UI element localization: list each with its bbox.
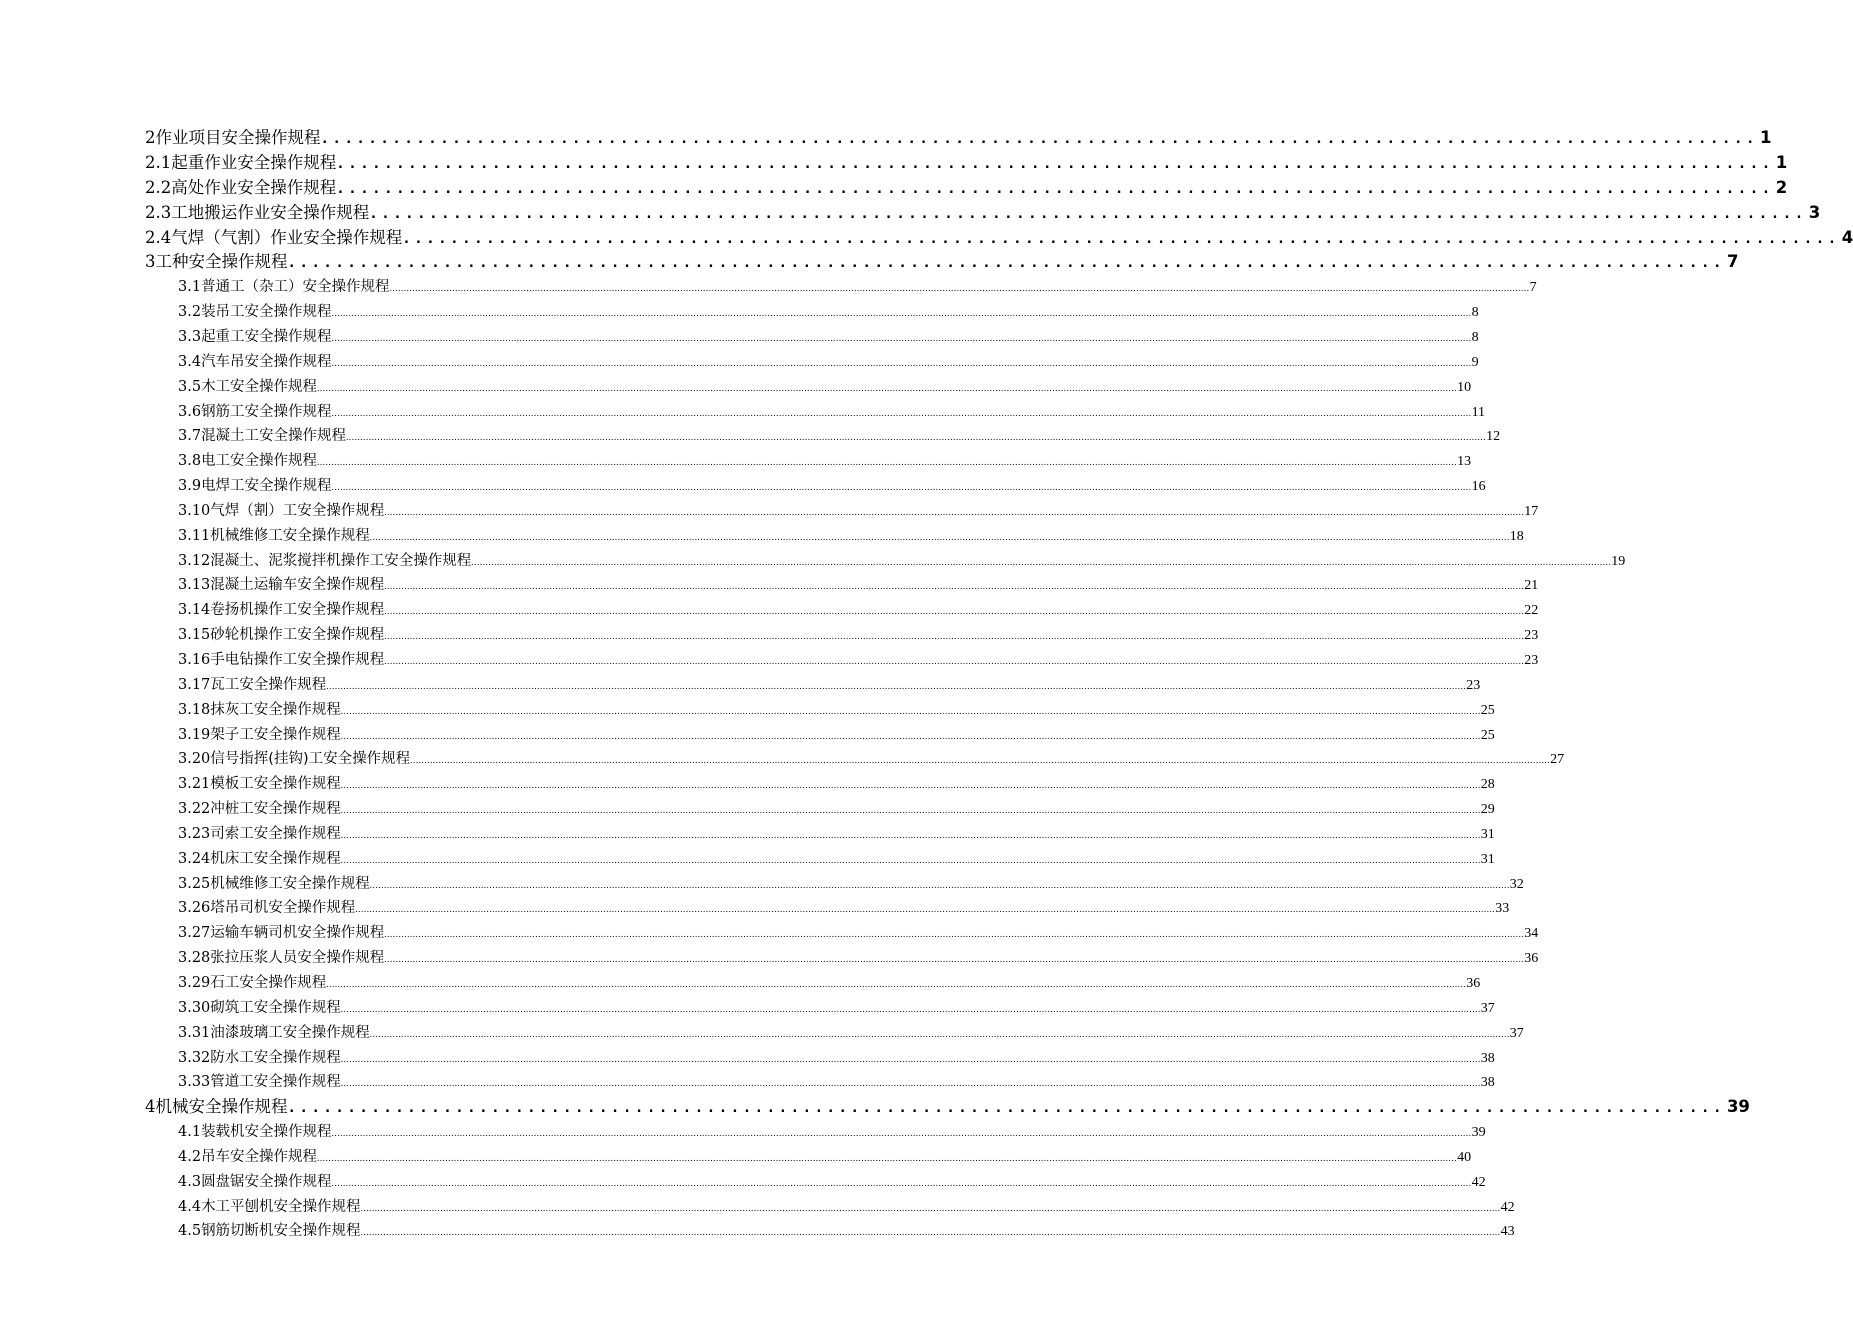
toc-entry[interactable] [145, 226, 1853, 251]
dot-leader: ................................................................................................................................................................................................................................................................................................................................................................................................................ [355, 904, 1496, 915]
toc-entry-title: 架子工安全操作规程 [210, 726, 341, 743]
dot-leader: ........................................................................................................................ [320, 131, 1758, 147]
dot-leader: ........................................................................................................................ [402, 230, 1840, 247]
toc-entry[interactable] [145, 673, 1481, 698]
toc-entry-title: 起重作业安全操作规程 [171, 152, 337, 172]
toc-entry-page-number: 8 [1471, 330, 1479, 346]
toc-entry-page-number: 7 [1726, 252, 1739, 272]
toc-entry-title: 气焊（气割）作业安全操作规程 [171, 227, 403, 247]
toc-entry-title: 作业项目安全操作规程 [155, 128, 321, 147]
toc-entry[interactable] [145, 1070, 1495, 1095]
dot-leader: ................................................................................................................................................................................................................................................................................................................................................................................................................ [340, 780, 1481, 791]
toc-entry-page-number: 31 [1480, 826, 1495, 842]
toc-entry-page-number: 39 [1726, 1097, 1750, 1117]
toc-entry[interactable] [145, 250, 1739, 275]
toc-entry-number: 3.27 [178, 925, 211, 942]
toc-entry[interactable] [145, 524, 1524, 549]
toc-entry[interactable] [145, 1170, 1486, 1195]
toc-entry-title: 抹灰工安全操作规程 [210, 701, 341, 718]
toc-entry-number: 2.3 [145, 202, 172, 222]
toc-entry-title: 防水工安全操作规程 [210, 1049, 341, 1066]
toc-entry-number: 3.23 [178, 825, 211, 842]
toc-entry[interactable] [145, 275, 1537, 300]
toc-entry-title: 钢筋工安全操作规程 [201, 403, 332, 420]
dot-leader: ................................................................................................................................................................................................................................................................................................................................................................................................................ [317, 457, 1458, 468]
toc-entry-page-number: 23 [1524, 653, 1539, 668]
toc-entry-page-number: 25 [1480, 727, 1495, 743]
toc-entry-title: 张拉压浆人员安全操作规程 [210, 950, 385, 967]
toc-entry[interactable] [145, 474, 1486, 499]
toc-entry-page-number: 27 [1550, 752, 1565, 768]
toc-entry[interactable] [145, 1195, 1515, 1220]
toc-entry-number: 3.30 [178, 999, 211, 1016]
toc-entry-title: 钢筋切断机安全操作规程 [201, 1223, 361, 1240]
dot-leader: ................................................................................................................................................................................................................................................................................................................................................................................................................ [389, 283, 1530, 294]
toc-entry-number: 3.1 [178, 279, 202, 296]
toc-entry-title: 电焊工安全操作规程 [201, 478, 332, 495]
toc-entry[interactable] [145, 598, 1539, 623]
toc-entry-title: 装载机安全操作规程 [201, 1124, 332, 1141]
toc-entry-page-number: 31 [1480, 851, 1495, 867]
toc-entry-title: 油漆玻璃工安全操作规程 [210, 1024, 370, 1041]
toc-entry-page-number: 10 [1457, 379, 1472, 395]
toc-entry[interactable] [145, 747, 1565, 772]
toc-entry-page-number: 39 [1471, 1125, 1486, 1141]
toc-entry-number: 3.13 [178, 577, 211, 594]
toc-entry-title: 管道工安全操作规程 [210, 1074, 341, 1091]
toc-entry-page-number: 7 [1529, 280, 1537, 296]
toc-entry-page-number: 23 [1466, 677, 1481, 693]
dot-leader: ................................................................................................................................................................................................................................................................................................................................................................................................................ [331, 1177, 1472, 1188]
toc-entry-page-number: 22 [1524, 603, 1539, 619]
toc-entry-number: 3.4 [178, 353, 202, 370]
toc-entry-title: 普通工（杂工）安全操作规程 [201, 279, 390, 296]
toc-entry-title: 司索工安全操作规程 [210, 825, 341, 842]
dot-leader: ........................................................................................................................ [287, 1100, 1725, 1117]
toc-entry-number: 3.3 [178, 329, 202, 346]
toc-entry[interactable] [145, 648, 1539, 673]
toc-entry-title: 汽车吊安全操作规程 [201, 353, 332, 370]
toc-entry[interactable] [145, 971, 1481, 996]
toc-entry-title: 模板工安全操作规程 [210, 776, 341, 793]
toc-entry-page-number: 29 [1480, 802, 1495, 818]
toc-entry-number: 3.33 [178, 1074, 211, 1091]
dot-leader: ................................................................................................................................................................................................................................................................................................................................................................................................................ [340, 730, 1481, 741]
dot-leader: ................................................................................................................................................................................................................................................................................................................................................................................................................ [331, 333, 1472, 344]
dot-leader: ................................................................................................................................................................................................................................................................................................................................................................................................................ [326, 978, 1467, 989]
dot-leader: ................................................................................................................................................................................................................................................................................................................................................................................................................ [340, 705, 1481, 716]
toc-entry[interactable] [145, 772, 1495, 797]
toc-entry[interactable] [145, 921, 1539, 946]
toc-entry[interactable] [145, 797, 1495, 822]
toc-entry-title: 高处作业安全操作规程 [171, 177, 337, 197]
toc-entry-number: 3.31 [178, 1024, 211, 1041]
toc-entry[interactable] [145, 847, 1495, 872]
toc-entry-page-number: 2 [1775, 177, 1788, 197]
toc-entry-page-number: 17 [1524, 503, 1539, 519]
dot-leader: ................................................................................................................................................................................................................................................................................................................................................................................................................ [340, 829, 1481, 840]
dot-leader: ................................................................................................................................................................................................................................................................................................................................................................................................................ [384, 656, 1525, 666]
dot-leader: ................................................................................................................................................................................................................................................................................................................................................................................................................ [331, 482, 1472, 493]
dot-leader: ................................................................................................................................................................................................................................................................................................................................................................................................................ [331, 308, 1472, 319]
table-of-contents [145, 126, 1853, 1244]
dot-leader: ................................................................................................................................................................................................................................................................................................................................................................................................................ [331, 1128, 1472, 1139]
toc-entry-page-number: 3 [1808, 202, 1821, 222]
toc-entry-title: 机械维修工安全操作规程 [210, 527, 370, 544]
dot-leader: ........................................................................................................................ [369, 205, 1807, 222]
toc-entry[interactable] [145, 698, 1495, 723]
toc-entry-number: 2.4 [145, 227, 172, 247]
toc-entry[interactable] [145, 325, 1479, 350]
dot-leader: ................................................................................................................................................................................................................................................................................................................................................................................................................ [331, 407, 1472, 418]
toc-entry-number: 3.9 [178, 478, 202, 495]
toc-entry-title: 电工安全操作规程 [201, 453, 318, 470]
toc-entry-page-number: 42 [1471, 1174, 1486, 1190]
toc-entry-number: 3.26 [178, 900, 211, 917]
toc-entry-page-number: 43 [1500, 1224, 1515, 1240]
dot-leader: ................................................................................................................................................................................................................................................................................................................................................................................................................ [340, 854, 1481, 865]
toc-entry-title: 工地搬运作业安全操作规程 [171, 202, 370, 222]
toc-entry-title: 混凝土运输车安全操作规程 [210, 577, 385, 594]
dot-leader: ................................................................................................................................................................................................................................................................................................................................................................................................................ [340, 805, 1481, 816]
toc-entry-number: 3.21 [178, 776, 211, 793]
toc-entry-title: 信号指挥(挂钩)工安全操作规程 [210, 751, 411, 768]
toc-entry-number: 4.5 [178, 1223, 202, 1240]
toc-entry[interactable] [145, 1095, 1750, 1120]
toc-entry[interactable] [145, 201, 1821, 226]
toc-entry-page-number: 28 [1480, 777, 1495, 793]
dot-leader: ................................................................................................................................................................................................................................................................................................................................................................................................................ [384, 581, 1525, 592]
toc-entry-number: 3.7 [178, 428, 202, 445]
toc-entry-number: 2.2 [145, 177, 172, 197]
toc-entry[interactable] [145, 1145, 1472, 1170]
toc-entry[interactable] [145, 424, 1501, 449]
toc-entry-page-number: 1 [1775, 152, 1788, 172]
dot-leader: ................................................................................................................................................................................................................................................................................................................................................................................................................ [340, 1053, 1481, 1064]
dot-leader: ................................................................................................................................................................................................................................................................................................................................................................................................................ [360, 1202, 1501, 1213]
toc-entry-number: 4.1 [178, 1124, 202, 1141]
toc-entry-number: 3.22 [178, 801, 211, 818]
toc-entry-number: 2 [145, 128, 156, 147]
toc-entry[interactable] [145, 872, 1524, 897]
toc-entry-page-number: 9 [1471, 354, 1479, 370]
toc-entry-title: 卷扬机操作工安全操作规程 [210, 602, 385, 619]
toc-entry[interactable] [145, 400, 1486, 425]
toc-entry-title: 气焊（割）工安全操作规程 [210, 502, 385, 519]
toc-entry-number: 4.2 [178, 1148, 202, 1165]
toc-entry-title: 运输车辆司机安全操作规程 [210, 925, 385, 942]
toc-entry-number: 3.10 [178, 502, 211, 519]
toc-entry[interactable] [145, 449, 1472, 474]
toc-entry[interactable] [145, 996, 1495, 1021]
toc-entry-page-number: 25 [1480, 702, 1495, 718]
dot-leader: ................................................................................................................................................................................................................................................................................................................................................................................................................ [384, 631, 1525, 642]
toc-entry-title: 冲桩工安全操作规程 [210, 801, 341, 818]
dot-leader: ................................................................................................................................................................................................................................................................................................................................................................................................................ [360, 1227, 1501, 1238]
toc-entry[interactable] [145, 822, 1495, 847]
toc-entry-title: 石工安全操作规程 [210, 974, 327, 991]
toc-entry-number: 3.28 [178, 950, 211, 967]
toc-entry-page-number: 13 [1457, 454, 1472, 470]
toc-entry-page-number: 38 [1480, 1050, 1495, 1066]
toc-entry-number: 3.20 [178, 751, 211, 768]
dot-leader: ................................................................................................................................................................................................................................................................................................................................................................................................................ [331, 357, 1472, 368]
dot-leader: ........................................................................................................................ [336, 180, 1774, 197]
toc-entry-page-number: 42 [1500, 1199, 1515, 1215]
toc-entry-number: 3.6 [178, 403, 202, 420]
toc-entry[interactable] [145, 176, 1788, 201]
toc-entry-title: 起重工安全操作规程 [201, 329, 332, 346]
dot-leader: ................................................................................................................................................................................................................................................................................................................................................................................................................ [340, 1078, 1481, 1089]
dot-leader: ................................................................................................................................................................................................................................................................................................................................................................................................................ [384, 506, 1525, 517]
toc-entry-title: 塔吊司机安全操作规程 [210, 900, 356, 917]
dot-leader: ................................................................................................................................................................................................................................................................................................................................................................................................................ [471, 556, 1612, 567]
toc-entry-page-number: 37 [1480, 1000, 1495, 1016]
dot-leader: ................................................................................................................................................................................................................................................................................................................................................................................................................ [384, 929, 1525, 940]
dot-leader: ................................................................................................................................................................................................................................................................................................................................................................................................................ [346, 432, 1487, 443]
toc-entry[interactable] [145, 896, 1510, 921]
toc-entry-title: 混凝土工安全操作规程 [201, 428, 347, 445]
toc-entry-title: 瓦工安全操作规程 [210, 676, 327, 693]
toc-entry-page-number: 16 [1471, 479, 1486, 495]
toc-entry[interactable] [145, 151, 1788, 176]
toc-entry-page-number: 37 [1509, 1025, 1524, 1041]
toc-entry-page-number: 38 [1480, 1075, 1495, 1091]
toc-entry-number: 3.12 [178, 552, 211, 569]
toc-entry[interactable] [145, 499, 1539, 524]
toc-entry-page-number: 4 [1841, 227, 1853, 247]
dot-leader: ................................................................................................................................................................................................................................................................................................................................................................................................................ [384, 606, 1525, 617]
dot-leader: ................................................................................................................................................................................................................................................................................................................................................................................................................ [326, 680, 1467, 691]
toc-entry[interactable] [145, 723, 1495, 748]
toc-entry[interactable] [145, 300, 1479, 325]
toc-entry-page-number: 23 [1524, 628, 1539, 644]
toc-entry[interactable] [145, 1219, 1515, 1244]
toc-entry[interactable] [145, 1046, 1495, 1071]
dot-leader: ................................................................................................................................................................................................................................................................................................................................................................................................................ [410, 755, 1551, 766]
toc-entry[interactable] [145, 375, 1472, 400]
toc-entry-title: 机械安全操作规程 [155, 1097, 288, 1117]
toc-entry-number: 3.25 [178, 875, 211, 892]
toc-entry-title: 手电钻操作工安全操作规程 [210, 652, 385, 668]
toc-entry-number: 3.16 [178, 652, 211, 668]
toc-entry[interactable] [145, 350, 1479, 375]
toc-entry-page-number: 36 [1466, 975, 1481, 991]
toc-entry-title: 木工平刨机安全操作规程 [201, 1198, 361, 1215]
toc-entry-title: 圆盘锯安全操作规程 [201, 1173, 332, 1190]
toc-entry-title: 工种安全操作规程 [155, 252, 288, 272]
toc-entry-number: 2.1 [145, 152, 172, 172]
toc-entry-number: 3.15 [178, 627, 211, 644]
toc-entry-page-number: 8 [1471, 305, 1479, 321]
toc-entry-title: 吊车安全操作规程 [201, 1148, 318, 1165]
toc-entry-page-number: 12 [1486, 429, 1501, 445]
toc-entry-title: 混凝土、泥浆搅拌机操作工安全操作规程 [210, 552, 472, 569]
toc-entry[interactable] [145, 623, 1539, 648]
toc-entry-page-number: 36 [1524, 951, 1539, 967]
toc-entry-number: 3 [145, 252, 156, 272]
toc-entry[interactable] [145, 126, 1772, 151]
toc-entry-number: 3.24 [178, 850, 211, 867]
toc-entry[interactable] [145, 573, 1539, 598]
dot-leader: ................................................................................................................................................................................................................................................................................................................................................................................................................ [369, 879, 1510, 890]
toc-entry-number: 4.4 [178, 1198, 202, 1215]
toc-entry-number: 3.2 [178, 304, 202, 321]
toc-entry-page-number: 33 [1495, 901, 1510, 917]
dot-leader: ........................................................................................................................ [336, 155, 1774, 172]
toc-entry[interactable] [145, 946, 1539, 971]
toc-entry-title: 装吊工安全操作规程 [201, 304, 332, 321]
toc-entry[interactable] [145, 1120, 1486, 1145]
dot-leader: ................................................................................................................................................................................................................................................................................................................................................................................................................ [369, 531, 1510, 542]
toc-entry-page-number: 34 [1524, 926, 1539, 942]
toc-entry-number: 3.19 [178, 726, 211, 743]
toc-entry-title: 机床工安全操作规程 [210, 850, 341, 867]
toc-entry-number: 3.17 [178, 676, 211, 693]
toc-entry-number: 4.3 [178, 1173, 202, 1190]
toc-entry-title: 机械维修工安全操作规程 [210, 875, 370, 892]
toc-entry[interactable] [145, 549, 1626, 574]
dot-leader: ................................................................................................................................................................................................................................................................................................................................................................................................................ [340, 1003, 1481, 1014]
dot-leader: ................................................................................................................................................................................................................................................................................................................................................................................................................ [369, 1028, 1510, 1039]
toc-entry-title: 砌筑工安全操作规程 [210, 999, 341, 1016]
toc-entry-number: 3.8 [178, 453, 202, 470]
toc-entry-number: 3.14 [178, 602, 211, 619]
toc-entry-page-number: 1 [1759, 128, 1772, 147]
toc-entry-page-number: 19 [1611, 553, 1626, 569]
toc-entry[interactable] [145, 1021, 1524, 1046]
toc-entry-page-number: 18 [1509, 528, 1524, 544]
toc-entry-page-number: 40 [1457, 1149, 1472, 1165]
toc-entry-number: 3.32 [178, 1049, 211, 1066]
toc-entry-page-number: 32 [1509, 876, 1524, 892]
toc-entry-number: 3.5 [178, 378, 202, 395]
dot-leader: ................................................................................................................................................................................................................................................................................................................................................................................................................ [384, 954, 1525, 965]
toc-entry-title: 木工安全操作规程 [201, 378, 318, 395]
toc-entry-page-number: 21 [1524, 578, 1539, 594]
dot-leader: ................................................................................................................................................................................................................................................................................................................................................................................................................ [317, 382, 1458, 393]
toc-entry-number: 3.29 [178, 974, 211, 991]
toc-entry-number: 3.11 [178, 527, 211, 544]
toc-entry-number: 3.18 [178, 701, 211, 718]
toc-entry-page-number: 11 [1471, 404, 1486, 420]
dot-leader: ........................................................................................................................ [287, 255, 1725, 272]
dot-leader: ................................................................................................................................................................................................................................................................................................................................................................................................................ [317, 1152, 1458, 1163]
toc-entry-number: 4 [145, 1097, 156, 1117]
toc-entry-title: 砂轮机操作工安全操作规程 [210, 627, 385, 644]
